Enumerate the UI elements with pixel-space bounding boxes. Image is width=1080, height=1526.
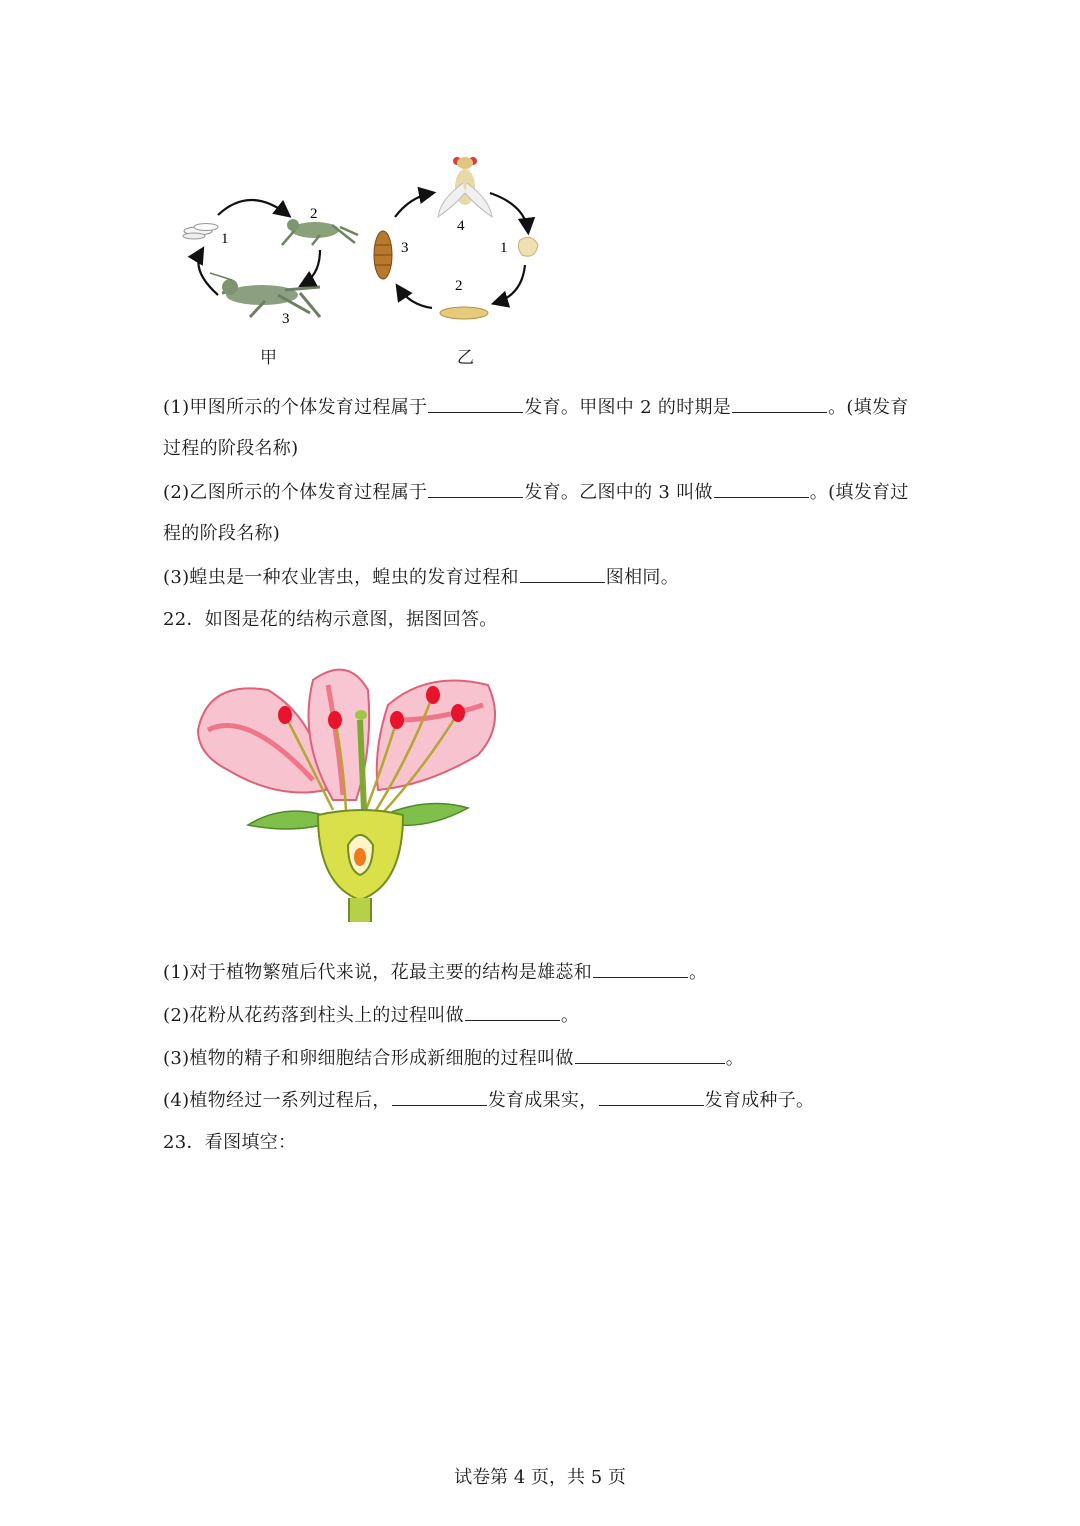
q21-part2-line1: [163, 479, 909, 506]
q22-p3-text-b: 。: [725, 1048, 745, 1069]
cycle-arrow: [302, 250, 320, 285]
cycle-arrow: [490, 193, 528, 231]
yi-number: 2: [455, 278, 463, 294]
receptacle: [318, 810, 403, 922]
answer-blank[interactable]: [428, 479, 523, 498]
jia-cycle: [183, 200, 358, 327]
yi-number: 1: [500, 240, 508, 256]
q21-p3-text-b: 图相同。: [605, 567, 679, 588]
jia-number: 1: [221, 231, 229, 247]
figure-label-jia: 甲: [260, 348, 277, 368]
lifecycle-figure: [170, 145, 560, 370]
yi-cycle: [374, 157, 538, 319]
flower-petal: [198, 688, 326, 792]
q22-p4-text-a: (4)植物经过一系列过程后，: [163, 1090, 391, 1111]
nymph-icon: [282, 219, 358, 245]
fly-icon: [438, 157, 492, 217]
cycle-arrow: [218, 200, 288, 215]
q22-p4-text-c: 发育成种子。: [704, 1090, 815, 1111]
q22-part4: [163, 1087, 814, 1114]
cycle-arrow: [395, 193, 432, 217]
q21-part1-line2: 过程的阶段名称): [163, 438, 299, 459]
q22-p1-text-a: (1)对于植物繁殖后代来说，花最主要的结构是雄蕊和: [163, 962, 592, 983]
yi-number: 4: [457, 218, 465, 234]
fly-egg-icon: [518, 237, 538, 256]
q22-part1: [163, 959, 707, 986]
answer-blank[interactable]: [392, 1087, 487, 1106]
jia-number: 2: [310, 206, 318, 222]
cycle-arrow: [198, 250, 218, 295]
q22-part3: [163, 1045, 744, 1072]
q22-p2-text-a: (2)花粉从花药落到柱头上的过程叫做: [163, 1005, 464, 1026]
q21-part1-line1: [163, 394, 909, 421]
q21-p2-text-a: (2)乙图所示的个体发育过程属于: [163, 482, 428, 503]
ovule: [354, 848, 366, 866]
answer-blank[interactable]: [732, 394, 827, 413]
pupa-icon: [374, 231, 392, 279]
yi-number: 3: [401, 240, 409, 256]
answer-blank[interactable]: [465, 1002, 560, 1021]
q21-p1-text-c: 。(填发育: [828, 397, 909, 418]
q21-p1-text-b: 发育。甲图中 2 的时期是: [524, 397, 732, 418]
grasshopper-icon: [210, 273, 320, 317]
figure-label-yi: 乙: [457, 348, 474, 368]
q21-part3: [163, 564, 679, 591]
q21-part2-line2: 程的阶段名称): [163, 523, 281, 544]
page-footer: 试卷第 4 页，共 5 页: [454, 1467, 626, 1488]
q22-title: 22．如图是花的结构示意图，据图回答。: [163, 609, 498, 630]
flower-structure-figure: [188, 660, 508, 925]
answer-blank[interactable]: [599, 1087, 704, 1106]
answer-blank[interactable]: [575, 1045, 725, 1064]
q22-p1-text-b: 。: [689, 962, 708, 983]
q22-p2-text-b: 。: [560, 1005, 580, 1026]
q22-part2: [163, 1002, 579, 1029]
egg-icon: [183, 224, 218, 240]
answer-blank[interactable]: [520, 564, 605, 583]
q21-p1-text-a: (1)甲图所示的个体发育过程属于: [163, 397, 428, 418]
larva-icon: [440, 307, 488, 319]
jia-number: 3: [282, 311, 290, 327]
cycle-arrow: [398, 287, 432, 308]
cycle-arrow: [495, 265, 525, 303]
answer-blank[interactable]: [714, 479, 809, 498]
q21-p3-text-a: (3)蝗虫是一种农业害虫，蝗虫的发育过程和: [163, 567, 519, 588]
q23-title: 23．看图填空：: [163, 1132, 297, 1153]
q22-p3-text-a: (3)植物的精子和卵细胞结合形成新细胞的过程叫做: [163, 1048, 574, 1069]
q22-p4-text-b: 发育成果实，: [487, 1090, 598, 1111]
q21-p2-text-b: 发育。乙图中的 3 叫做: [524, 482, 713, 503]
answer-blank[interactable]: [428, 394, 523, 413]
q21-p2-text-c: 。(填发育过: [809, 482, 909, 503]
answer-blank[interactable]: [593, 959, 688, 978]
